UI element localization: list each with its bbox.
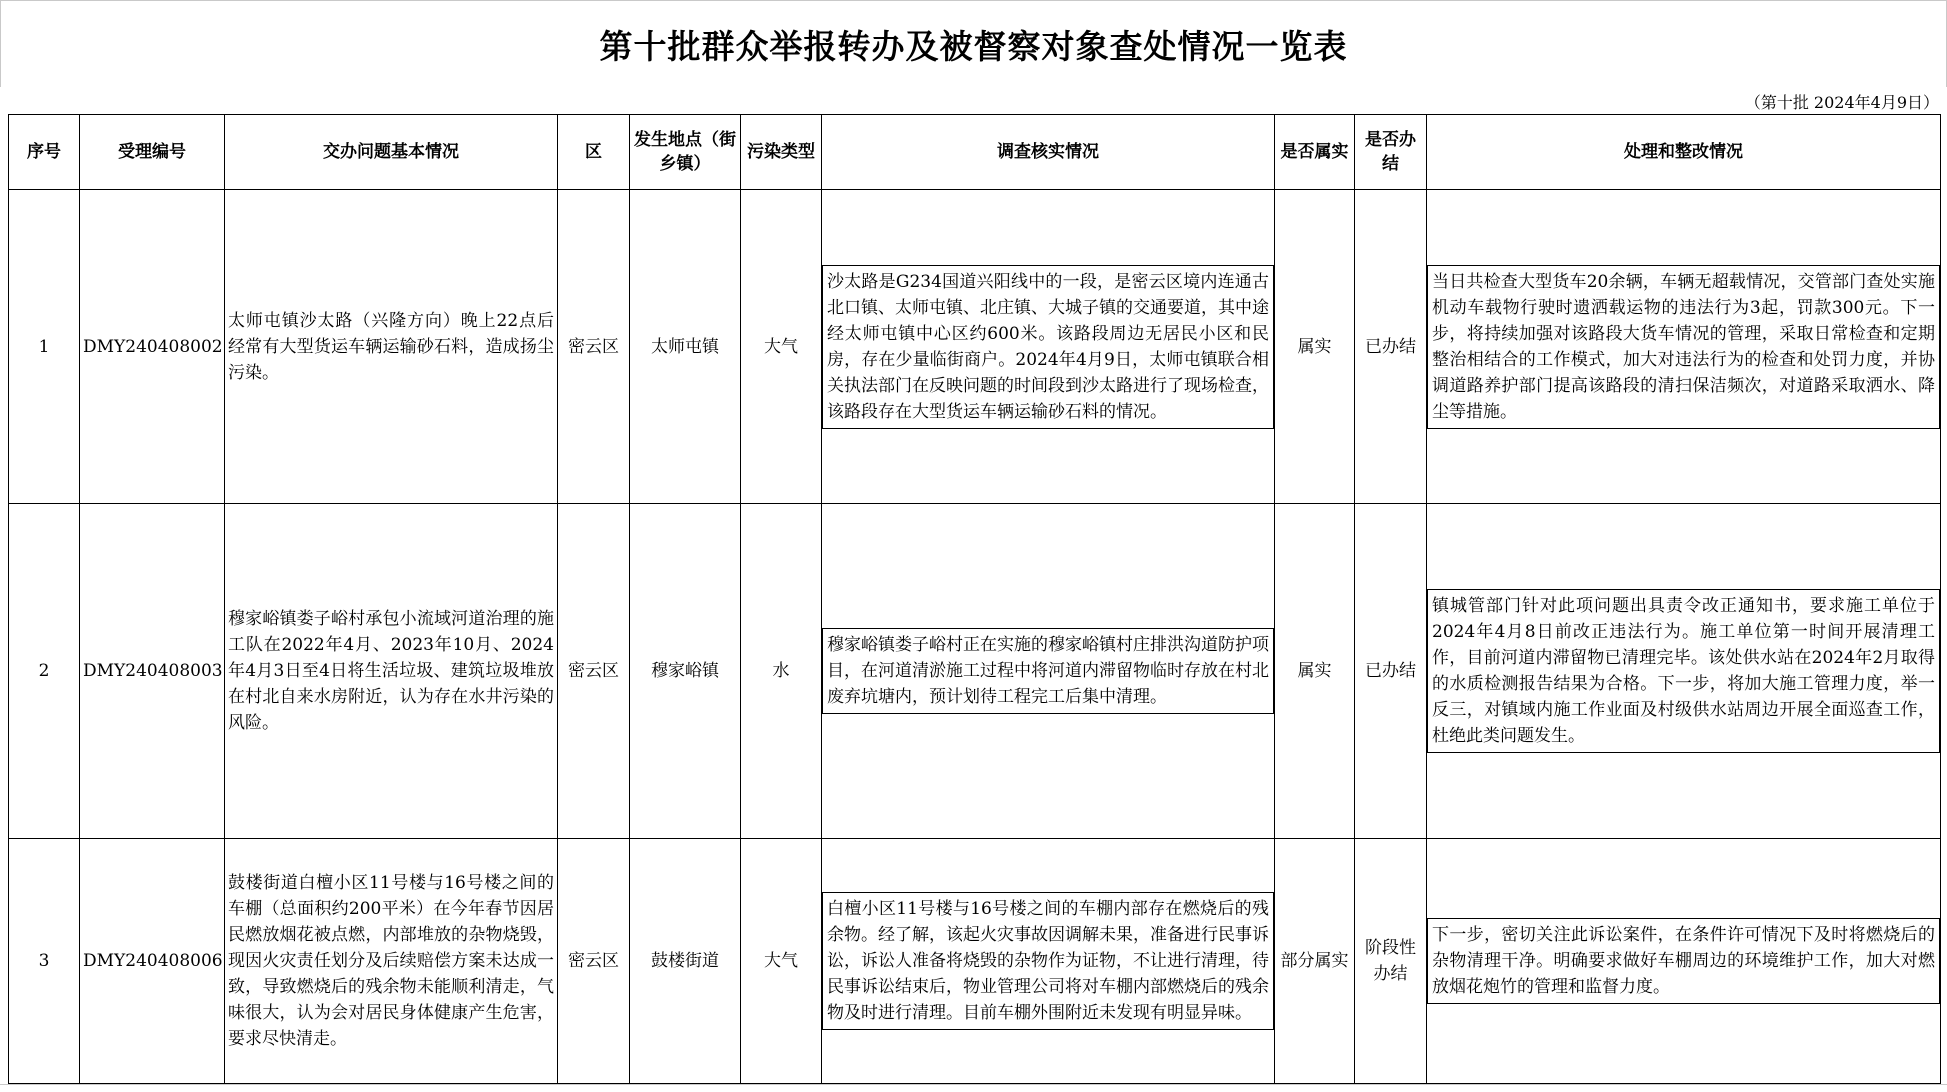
table-row [9, 839, 1941, 1084]
cell-location: 鼓楼街道 [630, 839, 741, 1084]
cell-code: DMY240408003 [80, 504, 225, 839]
cell-location: 太师屯镇 [630, 190, 741, 504]
header-handling: 处理和整改情况 [1427, 115, 1941, 190]
cell-verified: 属实 [1275, 190, 1355, 504]
cell-closed: 阶段性办结 [1355, 839, 1427, 1084]
cell-location: 穆家峪镇 [630, 504, 741, 839]
cell-handling [1427, 839, 1941, 1084]
sheet-gridline [0, 1084, 1947, 1085]
cell-type: 水 [741, 504, 822, 839]
header-location: 发生地点（街乡镇） [630, 115, 741, 190]
batch-date: （第十批 2024年4月9日） [1744, 93, 1939, 112]
table-row [9, 504, 1941, 839]
cell-code: DMY240408002 [80, 190, 225, 504]
handling-text: 镇城管部门针对此项问题出具责令改正通知书，要求施工单位于2024年4月8日前改正违法行为。施工单位第一时间开展清理工作，目前河道内滞留物已清理完毕。该处供水站在2024年2月取得的水质检测报告结果为合格。下一步，将加大施工管理力度，举一反三，对镇域内施工作业面及村级供水站周边开展全面巡查工作，杜绝此类问题发生。 [1427, 589, 1940, 753]
cell-no: 3 [9, 839, 80, 1084]
cell-type: 大气 [741, 839, 822, 1084]
cell-code: DMY240408006 [80, 839, 225, 1084]
cell-no: 2 [9, 504, 80, 839]
cell-issue: 鼓楼街道白檀小区11号楼与16号楼之间的车棚（总面积约200平米）在今年春节因居民燃放烟花被点燃，内部堆放的杂物烧毁，现因火灾责任划分及后续赔偿方案未达成一致，导致燃烧后的残余物未能顺利清走，气味很大，认为会对居民身体健康产生危害，要求尽快清走。 [225, 839, 558, 1084]
cell-district: 密云区 [558, 504, 630, 839]
handling-text: 下一步，密切关注此诉讼案件，在条件许可情况下及时将燃烧后的杂物清理干净。明确要求做好车棚周边的环境维护工作，加大对燃放烟花炮竹的管理和监督力度。 [1427, 918, 1940, 1004]
cell-investigation [822, 190, 1275, 504]
cell-district: 密云区 [558, 190, 630, 504]
cell-issue: 穆家峪镇娄子峪村承包小流域河道治理的施工队在2022年4月、2023年10月、2024年4月3日至4日将生活垃圾、建筑垃圾堆放在村北自来水房附近，认为存在水井污染的风险。 [225, 504, 558, 839]
cell-district: 密云区 [558, 839, 630, 1084]
cell-investigation [822, 839, 1275, 1084]
cell-no: 1 [9, 190, 80, 504]
cell-handling [1427, 504, 1941, 839]
cell-closed: 已办结 [1355, 190, 1427, 504]
document-title: 第十批群众举报转办及被督察对象查处情况一览表 [599, 26, 1348, 66]
cell-verified: 部分属实 [1275, 839, 1355, 1084]
header-closed: 是否办结 [1355, 115, 1427, 190]
investigation-text: 沙太路是G234国道兴阳线中的一段，是密云区境内连通古北口镇、太师屯镇、北庄镇、大城子镇的交通要道，其中途经太师屯镇中心区约600米。该路段周边无居民小区和民房，存在少量临街商户。2024年4月9日，太师屯镇联合相关执法部门在反映问题的时间段到沙太路进行了现场检查，该路段存在大型货运车辆运输砂石料的情况。 [822, 265, 1274, 429]
cell-verified: 属实 [1275, 504, 1355, 839]
header-issue: 交办问题基本情况 [225, 115, 558, 190]
header-district: 区 [558, 115, 630, 190]
header-row [9, 115, 1941, 190]
cell-investigation [822, 504, 1275, 839]
cell-type: 大气 [741, 190, 822, 504]
header-type: 污染类型 [741, 115, 822, 190]
cell-handling [1427, 190, 1941, 504]
header-verified: 是否属实 [1275, 115, 1355, 190]
header-code: 受理编号 [80, 115, 225, 190]
report-table [8, 114, 1941, 1084]
header-no: 序号 [9, 115, 80, 190]
title-bar [0, 0, 1947, 87]
investigation-text: 白檀小区11号楼与16号楼之间的车棚内部存在燃烧后的残余物。经了解，该起火灾事故因调解未果，准备进行民事诉讼，诉讼人准备将烧毁的杂物作为证物，不让进行清理，待民事诉讼结束后，物业管理公司将对车棚内部燃烧后的残余物及时进行清理。目前车棚外围附近未发现有明显异味。 [822, 892, 1274, 1030]
handling-text: 当日共检查大型货车20余辆，车辆无超载情况，交管部门查处实施机动车载物行驶时遗洒载运物的违法行为3起，罚款300元。下一步，将持续加强对该路段大货车情况的管理，采取日常检查和定期整治相结合的工作模式，加大对违法行为的检查和处罚力度，并协调道路养护部门提高该路段的清扫保洁频次，对道路采取洒水、降尘等措施。 [1427, 265, 1940, 429]
cell-closed: 已办结 [1355, 504, 1427, 839]
header-investigation: 调查核实情况 [822, 115, 1275, 190]
investigation-text: 穆家峪镇娄子峪村正在实施的穆家峪镇村庄排洪沟道防护项目，在河道清淤施工过程中将河道内滞留物临时存放在村北废弃坑塘内，预计划待工程完工后集中清理。 [822, 628, 1274, 714]
cell-issue: 太师屯镇沙太路（兴隆方向）晚上22点后经常有大型货运车辆运输砂石料，造成扬尘污染。 [225, 190, 558, 504]
table-row [9, 190, 1941, 504]
